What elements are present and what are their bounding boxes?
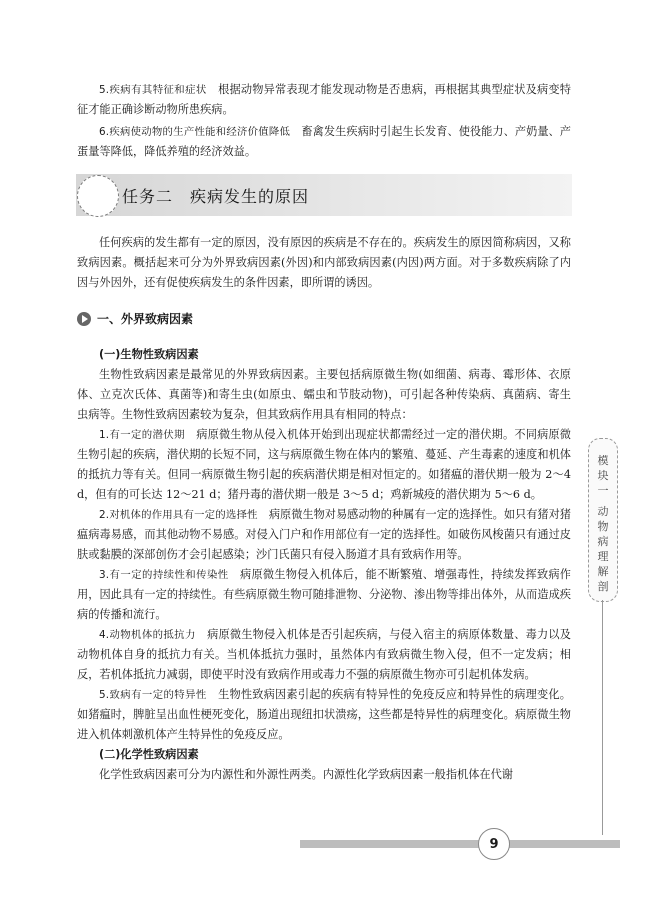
bio-intro: 生物性致病因素是最常见的外界致病因素。主要包括病原微生物(如细菌、病毒、霉形体、衣原体、立克次氏体、真菌等)和寄生虫(如原虫、蠕虫和节肢动物)，可引起各种传染病、真菌病、寄生虫病等。生物性致病因素较为复杂，但其致病作用具有相同的特点： bbox=[77, 368, 571, 421]
intro-paragraph: 任何疾病的发生都有一定的原因，没有原因的疾病是不存在的。疾病发生的原因简称病因，又称致病因素。概括起来可分为外界致病因素(外因)和内部致病因素(内因)两方面。对于多数疾病除了内因与外因外，还有促使疾病发生的条件因素，即所谓的诱因。 bbox=[77, 236, 571, 289]
bio-item-3-lead: 3.有一定的持续性和传染性 bbox=[99, 569, 229, 581]
paragraph-6-body: 畜禽发生疾病时引起生长发育、使役能力、产奶量、产蛋量等降低，降低养殖的经济效益。 bbox=[77, 125, 571, 158]
bio-item-5 bbox=[77, 685, 571, 745]
task-circle-decoration bbox=[77, 175, 119, 217]
paragraph-5-lead: 5.疾病有其特征和症状 bbox=[99, 84, 207, 96]
bio-item-1-body: 病原微生物从侵入机体开始到出现症状都需经过一定的潜伏期。不同病原微生物引起的疾病，潜伏期的长短不同，这与病原微生物在体内的繁殖、蔓延、产生毒素的速度和机体的抵抗力等有关。但同一病原微生物引起的疾病潜伏期是相对恒定的。如猪瘟的潜伏期一般为 2～4 d，但有的可长达 12～21 d；猪丹毒的潜伏期一般是 3～5 d；鸡新城疫的潜伏期为 5～6 d。 bbox=[77, 428, 571, 501]
section-heading bbox=[77, 310, 193, 327]
top-paragraphs bbox=[77, 80, 571, 162]
side-tab-module: 模 块 一 bbox=[597, 454, 609, 497]
module-side-tab-text bbox=[589, 453, 617, 594]
paragraph-6-lead: 6.疾病使动物的生产性能和经济价值降低 bbox=[99, 126, 291, 138]
task-title: 任务二 疾病发生的原因 bbox=[122, 187, 310, 206]
section-title: 一、外界致病因素 bbox=[97, 312, 194, 326]
footer-bar bbox=[300, 840, 620, 848]
bio-item-2-lead: 2.对机体的作用具有一定的选择性 bbox=[99, 509, 258, 521]
module-side-tab bbox=[588, 438, 618, 602]
paragraph-6 bbox=[77, 122, 571, 162]
paragraph-5-body: 根据动物异常表现才能发现动物是否患病，再根据其典型症状及病变特征才能正确诊断动物所患疾病。 bbox=[77, 83, 571, 116]
paragraph-5 bbox=[77, 80, 571, 120]
bio-item-2-body: 病原微生物对易感动物的种属有一定的选择性。如只有猪对猪瘟病毒易感，而其他动物不易感。对侵入门户和作用部位有一定的选择性。如破伤风梭菌只有通过皮肤或黏膜的深部创伤才会引起感染；沙门氏菌只有侵入肠道才具有致病作用等。 bbox=[77, 508, 571, 561]
side-rule bbox=[602, 600, 603, 835]
bio-item-3-body: 病原微生物侵入机体后，能不断繁殖、增强毒性，持续发挥致病作用，因此具有一定的持续性。有些病原微生物可随排泄物、分泌物、渗出物等排出体外，从而造成疾病的传播和流行。 bbox=[77, 568, 571, 621]
chem-intro: 化学性致病因素可分为内源性和外源性两类。内源性化学致病因素一般指机体在代谢 bbox=[99, 768, 513, 781]
bio-item-3 bbox=[77, 565, 571, 625]
bio-item-1-lead: 1.有一定的潜伏期 bbox=[99, 429, 185, 441]
bio-heading: (一)生物性致病因素 bbox=[99, 348, 199, 361]
page-number: 9 bbox=[478, 828, 510, 860]
side-tab-title: 动 物 病 理 解 剖 bbox=[597, 505, 609, 593]
bio-item-4 bbox=[77, 625, 571, 685]
play-arrow-icon bbox=[77, 312, 91, 326]
bio-item-4-lead: 4.动物机体的抵抗力 bbox=[99, 629, 196, 641]
bio-item-4-body: 病原微生物侵入机体是否引起疾病，与侵入宿主的病原体数量、毒力以及动物机体自身的抵抗力有关。当机体抵抗力强时，虽然体内有致病微生物入侵，但不一定发病；相反，若机体抵抗力减弱，即使平时没有致病作用或毒力不强的病原微生物亦可引起机体发病。 bbox=[77, 628, 571, 681]
intro-block bbox=[77, 233, 571, 293]
bio-item-2 bbox=[77, 505, 571, 565]
bio-item-1 bbox=[77, 425, 571, 505]
bio-factors-block bbox=[77, 345, 571, 785]
chem-heading: (二)化学性致病因素 bbox=[99, 748, 199, 761]
bio-item-5-lead: 5.致病有一定的特异性 bbox=[99, 689, 207, 701]
bio-item-5-body: 生物性致病因素引起的疾病有特异性的免疫反应和特异性的病理变化。如猪瘟时，脾脏呈出血性梗死变化，肠道出现纽扣状溃疡，这些都是特异性的病理变化。病原微生物进入机体刺激机体产生特异性的免疫反应。 bbox=[77, 688, 571, 741]
